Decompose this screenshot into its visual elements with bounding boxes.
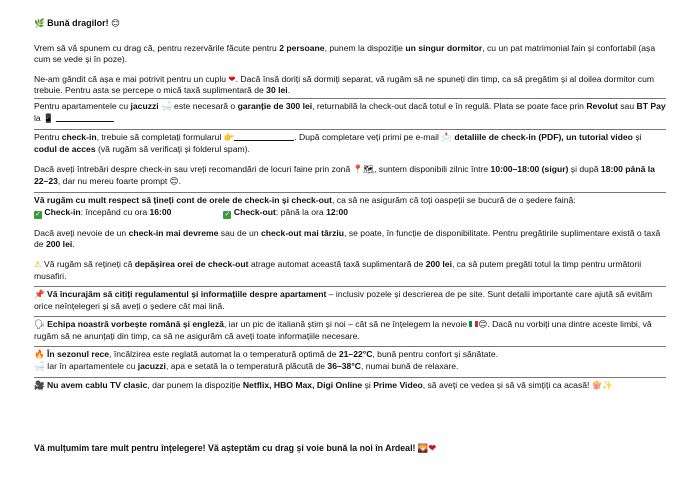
checkin-paragraph-2: Dacă aveți întrebări despre check-in sau vreți recomandări de locuri faine prin zonă 📍🗺, suntem disponibili zilnic între 10:00–18:00 (sigur) și după 18:00 până la 22–23, dar nu mereu foarte prompt 😊. <box>34 164 655 187</box>
times-row <box>34 207 666 219</box>
text-bold: 21–22°C <box>338 349 373 359</box>
text: atrage automat această taxă suplimentară de <box>248 259 426 269</box>
speaking-head-icon: 🗣 <box>34 320 45 330</box>
smile-icon: 😊 <box>478 320 488 330</box>
checkmark-icon: ✓ <box>224 211 231 218</box>
text: . Dacă nu vorbiți una dintre aceste limbi, vă rugăm să ne anunțați din timp, ca să ne asigurăm că aveți toate informațiile necesare. <box>34 319 652 341</box>
text: sau de un <box>218 228 261 238</box>
text: (vă rugăm să verificați și folderul spam). <box>95 144 250 154</box>
checkin-time: 16:00 <box>149 207 172 217</box>
phone-icon: 📱 <box>43 114 54 124</box>
rules-paragraph <box>34 289 666 312</box>
pointing-hand-icon: 👉 <box>223 133 235 143</box>
popcorn-icon: 🍿 <box>591 381 603 391</box>
text-bold: În sezonul rece <box>46 349 110 359</box>
smile-icon: 😊 <box>169 177 179 187</box>
greeting-title <box>34 18 666 30</box>
text-bold: 36–38°C <box>327 361 361 371</box>
text: , se poate, în funcție de disponibilitate. Pentru pregătirile suplimentare există o taxă de <box>34 228 661 249</box>
checkout-label: Check-out <box>233 207 276 217</box>
text-bold: Echipa noastră vorbește română și engleză <box>44 319 224 329</box>
pushpin-icon: 📌 <box>34 290 45 300</box>
text: , trebuie să completați formularul <box>96 132 224 142</box>
text-bold: Netflix, HBO Max, Digi Online <box>242 380 363 390</box>
season-paragraph-1 <box>34 349 666 361</box>
text: , returnabilă la check-out dacă totul e în regulă. Plata se poate face prin <box>312 101 587 111</box>
text-bold: Vă rugăm cu mult respect să țineți cont de orele de check-in și check-out <box>34 195 333 205</box>
text-bold: check-in mai devreme <box>128 228 219 238</box>
map-icon: 🗺 <box>363 165 374 175</box>
checkin-paragraph-1 <box>34 132 666 155</box>
times-paragraph-2 <box>34 228 666 250</box>
text: : până la ora <box>275 207 327 217</box>
text-bold: detaliile de check-in (PDF), un tutorial video <box>451 132 633 142</box>
sparkles-icon: ✨ <box>602 381 613 391</box>
text: . <box>72 239 75 249</box>
text: , apa e setată la o temperatură plăcută de <box>165 361 328 371</box>
text-bold: jacuzzi <box>130 101 159 111</box>
text: – inclusiv pozele și descrierea de pe site. Sunt detalii importante care ajută să evităm orice neînțelegeri și să aveți o ședere cât mai lină. <box>34 289 653 311</box>
text: , să aveți ce vedea și să vă simțiți ca acasă! <box>422 380 590 390</box>
times-section <box>34 192 666 282</box>
text: Vă rugăm să rețineți că <box>41 259 135 269</box>
jacuzzi-paragraph <box>34 101 666 125</box>
text: , numai bună de relaxare. <box>360 361 459 371</box>
language-section <box>34 316 666 342</box>
text: . <box>287 85 291 95</box>
text: , cu un pat matrimonial fain și confortabil (așa cum se vede și în poze). <box>34 43 656 64</box>
text: . Dacă însă doriți să dormiți separat, vă rugăm să ne spuneți din timp, ca să pregătim și al doilea dormitor cum trebuie. Pentru asta se percepe o mică taxă suplimentară de <box>34 74 655 95</box>
text: este necesară o <box>171 101 238 111</box>
text-bold: check-in <box>61 132 97 142</box>
intro-paragraph-1 <box>34 43 666 65</box>
text-bold: check-out mai târziu <box>260 228 345 238</box>
tv-paragraph <box>34 380 666 392</box>
mail-icon: 📩 <box>441 133 452 143</box>
text-bold: 18:00 până la 22–23 <box>34 164 655 186</box>
text-bold: Prime Video <box>373 380 423 390</box>
language-paragraph <box>34 319 666 342</box>
bathtub-icon: 🛁 <box>34 362 45 372</box>
text-bold: codul de acces <box>34 144 96 154</box>
text-bold: 2 persoane <box>279 43 325 53</box>
text: , bună pentru confort și sănătate. <box>372 349 499 359</box>
checkin-section <box>34 129 666 188</box>
text: Dacă aveți nevoie de un <box>34 228 129 238</box>
text: , iar un pic de italiană știm și noi – cât să ne înțelegem la nevoie <box>223 319 470 329</box>
smile-icon: 😊 <box>111 19 121 29</box>
text: sau <box>617 101 637 111</box>
movie-camera-icon: 🎥 <box>34 381 45 391</box>
greeting-text: Bună dragilor! <box>47 18 109 28</box>
heart-icon: ❤ <box>428 443 436 453</box>
text: . După completare veți primi pe e-mail <box>294 132 442 142</box>
times-paragraph-1 <box>34 195 666 206</box>
text: Pentru apartamentele cu <box>34 101 131 111</box>
text-bold: depășirea orei de check-out <box>134 259 249 269</box>
checkmark-icon: ✓ <box>35 211 41 218</box>
text-bold: 200 lei <box>45 239 73 249</box>
jacuzzi-section <box>34 98 666 125</box>
intro-paragraph-2 <box>34 74 666 96</box>
rules-section <box>34 286 666 312</box>
text-bold: Revolut <box>586 101 618 111</box>
closing-message <box>34 443 436 455</box>
footer-text: Vă mulțumim tare mult pentru înțelegere! Vă așteptăm cu drag și voie bună la noi în Ardeal! <box>34 443 416 453</box>
text-bold: 10:00–18:00 (sigur) <box>490 164 569 174</box>
text: , încălzirea este reglată automat la o temperatură optimă de <box>109 349 339 359</box>
text-bold: Nu avem cablu TV clasic <box>44 380 148 390</box>
checkin-label: Check-in <box>44 207 81 217</box>
warning-icon: ⚠ <box>34 260 42 270</box>
text: , ca să putem pregăti totul la timp pentru următorii musafiri. <box>34 259 642 281</box>
text: și <box>632 132 642 142</box>
season-section <box>34 346 666 373</box>
text-bold: BT Pay <box>636 101 666 111</box>
phone-blank-line <box>56 113 114 122</box>
text-bold: jacuzzi <box>137 361 166 371</box>
text-bold: garanție de 300 lei <box>237 101 313 111</box>
text: , ca să ne asigurăm că toți oaspeții se bucură de o ședere faină: <box>332 195 576 205</box>
text: și <box>362 380 374 390</box>
bathtub-icon: 🛁 <box>161 102 172 112</box>
checkout-time: 12:00 <box>326 207 349 217</box>
text: , punem la dispoziție <box>324 43 406 53</box>
text: Ne-am gândit că așa e mai potrivit pentru un cuplu <box>34 74 229 84</box>
text: și după <box>568 164 601 174</box>
text: la <box>34 113 44 123</box>
text: Vrem să vă spunem cu drag că, pentru rezervările făcute pentru <box>34 43 280 53</box>
text: Dacă aveți întrebări despre check-in sau vreți recomandări de locuri faine prin zonă <box>34 164 353 174</box>
text: , suntem disponibili zilnic între <box>374 164 491 174</box>
text-bold: 30 lei <box>266 85 288 95</box>
text: : începând cu ora <box>80 207 150 217</box>
times-paragraph-3 <box>34 259 666 282</box>
text: , dar punem la dispoziție <box>147 380 243 390</box>
text: , dar nu mereu foarte prompt <box>57 176 170 186</box>
text-bold: un singur dormitor <box>405 43 483 53</box>
sunset-icon: 🌄 <box>417 444 429 454</box>
form-blank-line[interactable] <box>234 132 294 141</box>
text-bold: Vă încurajăm să citiți regulamentul și informațiile despre apartament <box>44 289 327 299</box>
text-bold: 200 lei <box>425 259 452 269</box>
herb-icon: 🌿 <box>34 19 45 29</box>
heart-icon: ❤ <box>228 74 236 84</box>
text: Iar în apartamentele cu <box>44 361 138 371</box>
tv-section <box>34 377 666 392</box>
season-paragraph-2 <box>34 361 666 373</box>
text: Pentru <box>34 132 62 142</box>
fire-icon: 🔥 <box>34 350 45 360</box>
pin-icon: 📍 <box>352 165 364 175</box>
